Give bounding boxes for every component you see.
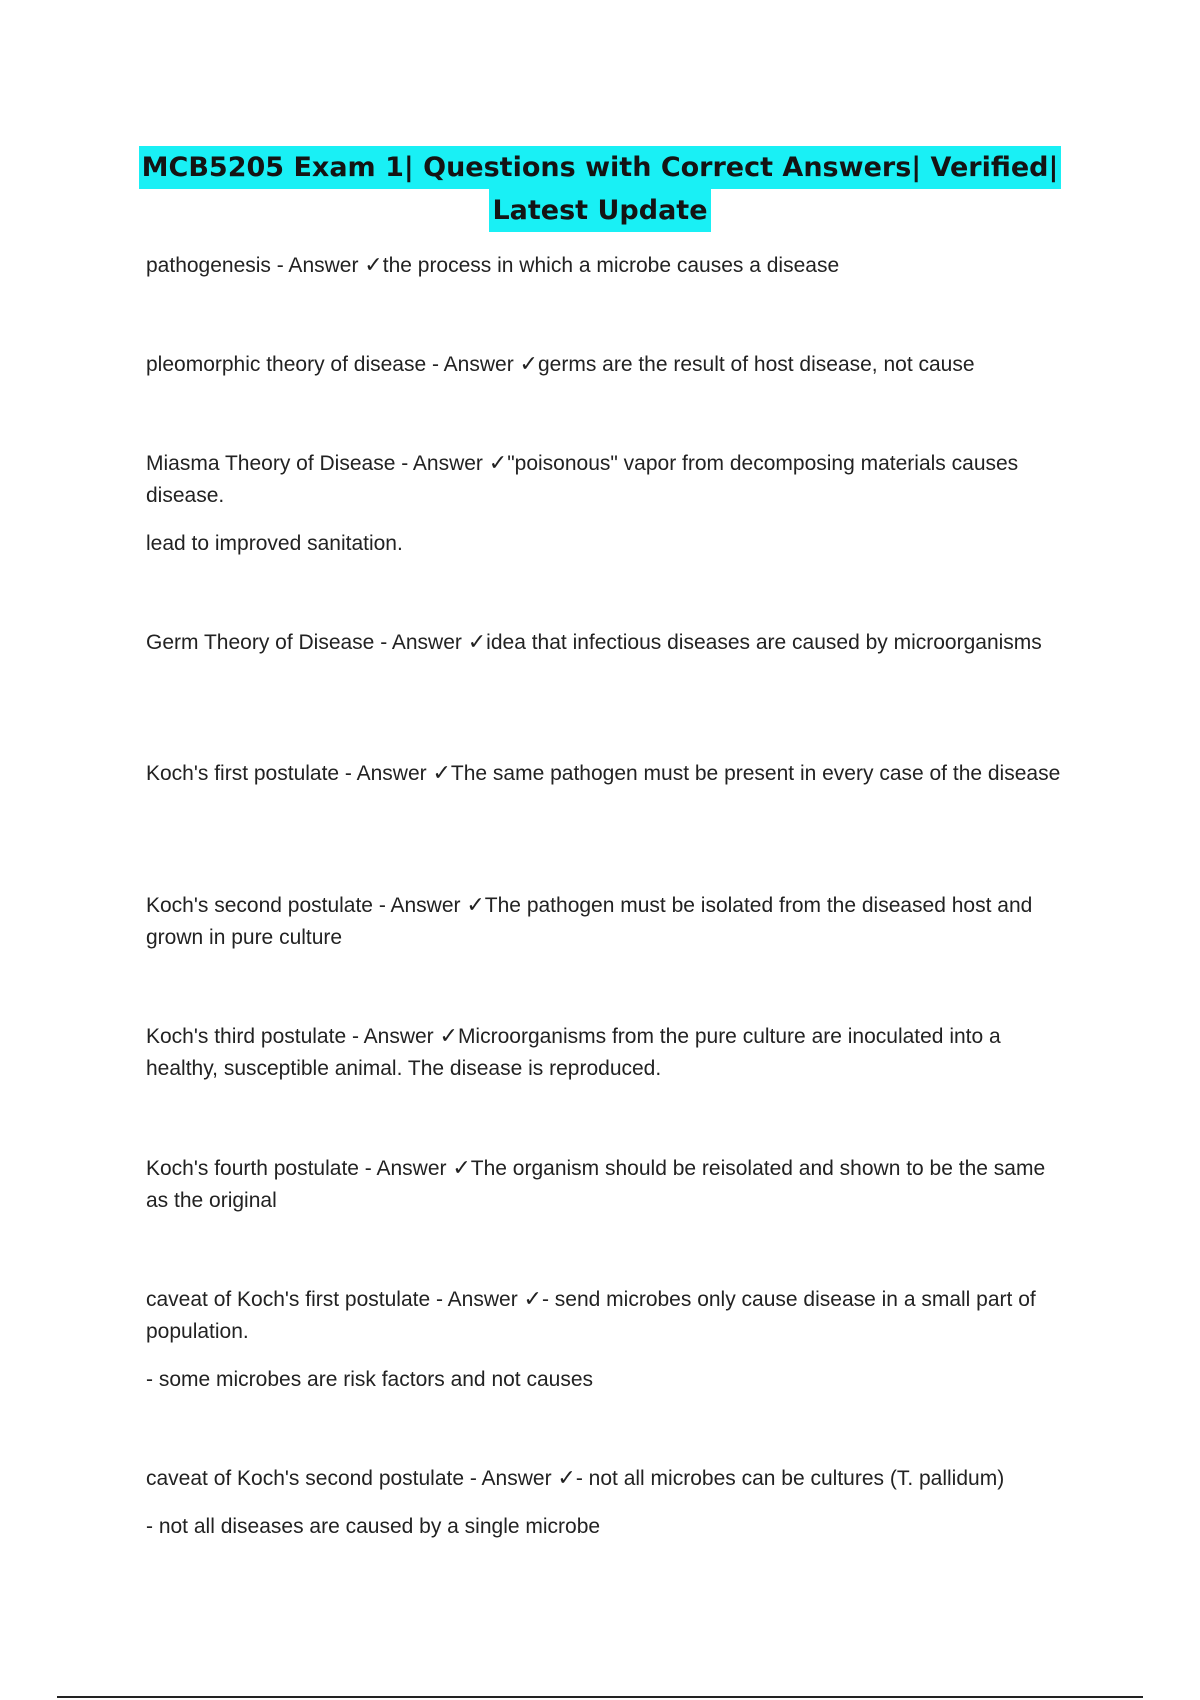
qa-text: [146, 1463, 1066, 1495]
qa-extra: - not all diseases are caused by a single microbe: [146, 1515, 601, 1538]
checkmark-icon: ✓: [439, 1024, 458, 1049]
qa-term: Germ Theory of Disease - Answer: [146, 631, 468, 654]
checkmark-icon: ✓: [557, 1466, 576, 1491]
qa-entry-caveat-first: [146, 1284, 1066, 1396]
qa-entry-pleomorphic: [146, 349, 1066, 381]
qa-text: [146, 448, 1066, 512]
qa-term: Miasma Theory of Disease - Answer: [146, 452, 489, 475]
title-line-1: MCB5205 Exam 1| Questions with Correct Answers| Verified|: [139, 146, 1062, 189]
qa-text: [146, 627, 1066, 659]
qa-answer: The same pathogen must be present in every case of the disease: [450, 762, 1061, 785]
qa-term: Koch's third postulate - Answer: [146, 1025, 440, 1048]
checkmark-icon: ✓: [467, 630, 487, 655]
footer-divider: [57, 1696, 1143, 1698]
qa-answer: Microorganisms from the pure culture are inoculated into a healthy, susceptible animal. The disease is reproduced.: [146, 1025, 1001, 1080]
qa-term: pleomorphic theory of disease - Answer: [146, 353, 520, 376]
qa-text: [146, 758, 1066, 790]
qa-entry-koch-second: [146, 890, 1066, 954]
qa-answer: - not all microbes can be cultures (T. pallidum): [575, 1467, 1005, 1490]
qa-term: caveat of Koch's second postulate - Answer: [146, 1467, 558, 1490]
qa-term: Koch's first postulate - Answer: [146, 762, 433, 785]
qa-text: [146, 1021, 1066, 1085]
qa-entry-koch-first: [146, 758, 1066, 790]
checkmark-icon: ✓: [364, 253, 383, 278]
qa-answer: idea that infectious diseases are caused by microorganisms: [486, 631, 1042, 654]
qa-answer: germs are the result of host disease, not cause: [537, 353, 975, 376]
checkmark-icon: ✓: [432, 761, 451, 786]
qa-text: [146, 1284, 1066, 1348]
qa-answer: the process in which a microbe causes a disease: [382, 254, 840, 277]
qa-answer: "poisonous" vapor from decomposing materials causes disease.: [146, 452, 1019, 507]
qa-term: caveat of Koch's first postulate - Answer: [146, 1288, 524, 1311]
checkmark-icon: ✓: [519, 352, 538, 377]
qa-extra: lead to improved sanitation.: [146, 532, 403, 555]
qa-entry-germ-theory: [146, 627, 1066, 659]
qa-text: [146, 349, 1066, 381]
qa-answer: The pathogen must be isolated from the diseased host and grown in pure culture: [146, 894, 1033, 949]
qa-entry-caveat-second: [146, 1463, 1066, 1543]
checkmark-icon: ✓: [523, 1287, 542, 1312]
qa-text: [146, 890, 1066, 954]
qa-answer: The organism should be reisolated and shown to be the same as the original: [146, 1157, 1046, 1212]
qa-term: Koch's fourth postulate - Answer: [146, 1157, 453, 1180]
title-line-2: Latest Update: [489, 189, 710, 232]
document-title: [0, 146, 1200, 232]
checkmark-icon: ✓: [488, 451, 508, 476]
checkmark-icon: ✓: [452, 1156, 471, 1181]
qa-term: Koch's second postulate - Answer: [146, 894, 467, 917]
qa-entry-koch-fourth: [146, 1153, 1066, 1217]
qa-text: [146, 250, 1066, 282]
qa-entry-miasma: [146, 448, 1066, 560]
qa-entry-pathogenesis: [146, 250, 1066, 282]
qa-term: pathogenesis - Answer: [146, 254, 365, 277]
qa-text: [146, 1153, 1066, 1217]
checkmark-icon: ✓: [466, 893, 485, 918]
qa-extra: - some microbes are risk factors and not causes: [146, 1368, 594, 1391]
qa-entry-koch-third: [146, 1021, 1066, 1085]
qa-answer: - send microbes only cause disease in a small part of population.: [146, 1288, 1036, 1343]
